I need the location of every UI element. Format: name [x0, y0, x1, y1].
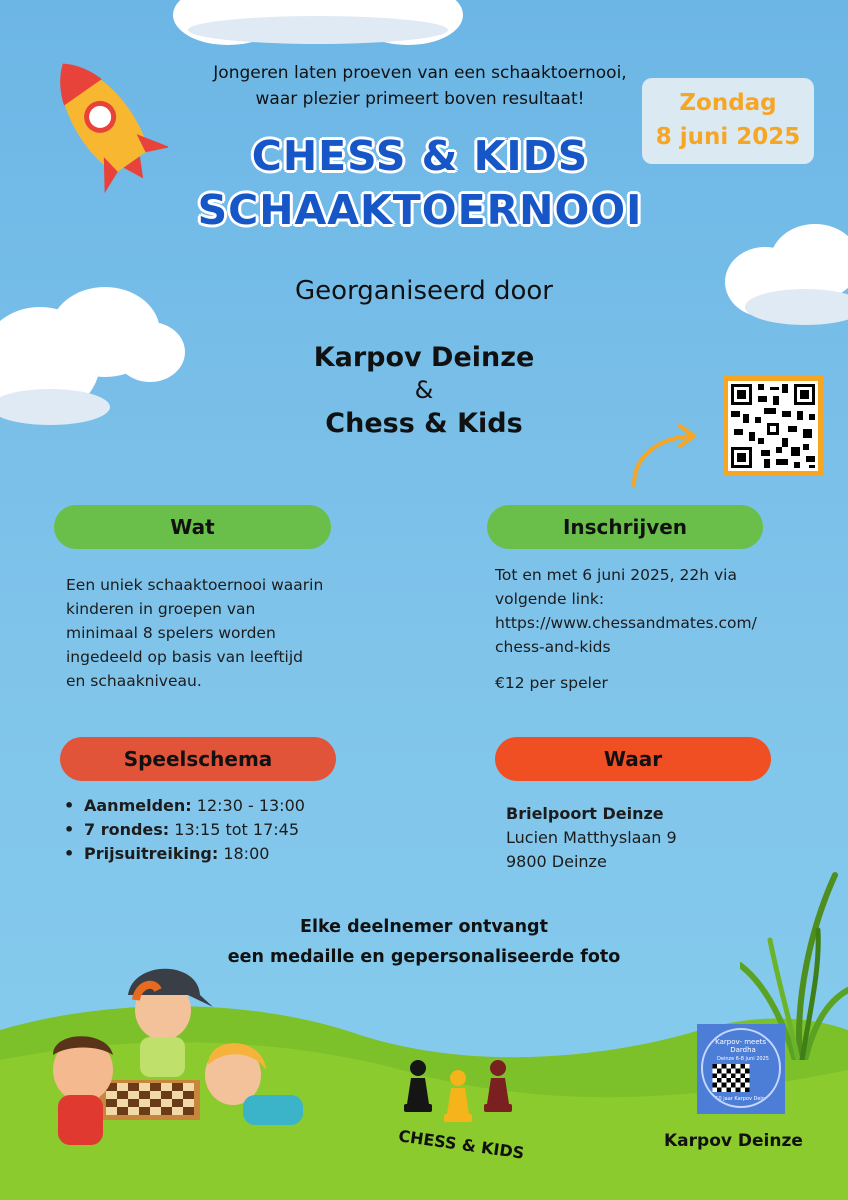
wat-line: ingedeeld op basis van leeftijd [66, 648, 303, 666]
date-value: 8 juni 2025 [655, 124, 801, 150]
cloud-right [725, 222, 848, 332]
venue-name: Brielpoort Deinze [506, 804, 664, 823]
date-day: Zondag [679, 90, 777, 116]
qr-code[interactable] [723, 376, 823, 476]
inschrijven-heading: Inschrijven [487, 505, 763, 549]
cloud-left [0, 272, 190, 432]
organized-label: Georganiseerd door [295, 276, 553, 306]
schedule-value: 13:15 tot 17:45 [169, 820, 300, 839]
schedule-item [64, 794, 305, 818]
venue-street: Lucien Matthyslaan 9 [506, 828, 677, 847]
footer-line-1: Elke deelnemer ontvangt [300, 917, 548, 937]
inschrijven-line: Tot en met 6 juni 2025, 22h via [495, 566, 737, 584]
organizer-ampersand: & [414, 376, 434, 404]
chess-kids-pawns-logo [402, 1056, 522, 1128]
qr-pattern [728, 381, 818, 471]
cloud-top-center [168, 0, 468, 50]
karpov-logo-circle [701, 1028, 781, 1108]
checkerboard-icon [711, 1064, 751, 1092]
schedule-label: Aanmelden: [84, 796, 192, 815]
organizer-karpov: Karpov Deinze [313, 342, 535, 373]
registration-link[interactable]: https://www.chessandmates.com/ [495, 614, 757, 632]
title-line-1: CHESS & KIDS [251, 132, 589, 180]
speelschema-heading: Speelschema [60, 737, 336, 781]
venue-city: 9800 Deinze [506, 852, 607, 871]
intro-line-2: waar plezier primeert boven resultaat! [255, 89, 585, 109]
title-line-2: SCHAAKTOERNOOI [197, 186, 643, 234]
kids-playing-chess-illustration [28, 955, 308, 1155]
wat-line: kinderen in groepen van [66, 600, 256, 618]
schedule-list [64, 794, 305, 866]
chess-kids-logo-text: CHESS & KIDS [397, 1126, 526, 1163]
wat-heading: Wat [54, 505, 331, 549]
inschrijven-description [495, 563, 757, 695]
karpov-logo-top-text: Karpov- meets - Dardha [715, 1038, 771, 1054]
wat-line: Een uniek schaaktoernooi waarin [66, 576, 324, 594]
price: €12 per speler [495, 674, 608, 692]
schedule-value: 18:00 [218, 844, 270, 863]
karpov-logo-label: Karpov Deinze [664, 1131, 803, 1151]
intro-line-1: Jongeren laten proeven van een schaaktoernooi, [213, 63, 627, 83]
wat-line: en schaakniveau. [66, 672, 202, 690]
waar-heading: Waar [495, 737, 771, 781]
organizer-chess-kids: Chess & Kids [325, 408, 523, 439]
rocket-illustration [38, 46, 168, 196]
karpov-logo-date: Deinze 6-8 juni 2025 [717, 1056, 769, 1062]
schedule-value: 12:30 - 13:00 [191, 796, 305, 815]
karpov-logo-bottom-text: 50 jaar Karpov Deinze [715, 1096, 771, 1102]
inschrijven-line: volgende link: [495, 590, 605, 608]
arrow-icon [624, 420, 704, 490]
schedule-item [64, 818, 305, 842]
schedule-label: Prijsuitreiking: [84, 844, 219, 863]
waar-address [506, 802, 677, 874]
schedule-item [64, 842, 305, 866]
karpov-logo [697, 1024, 785, 1114]
wat-line: minimaal 8 spelers worden [66, 624, 276, 642]
schedule-label: 7 rondes: [84, 820, 170, 839]
registration-link-cont[interactable]: chess-and-kids [495, 638, 611, 656]
wat-description [66, 573, 323, 693]
intro-text [150, 60, 690, 112]
footer-line-2: een medaille en gepersonaliseerde foto [227, 947, 621, 967]
